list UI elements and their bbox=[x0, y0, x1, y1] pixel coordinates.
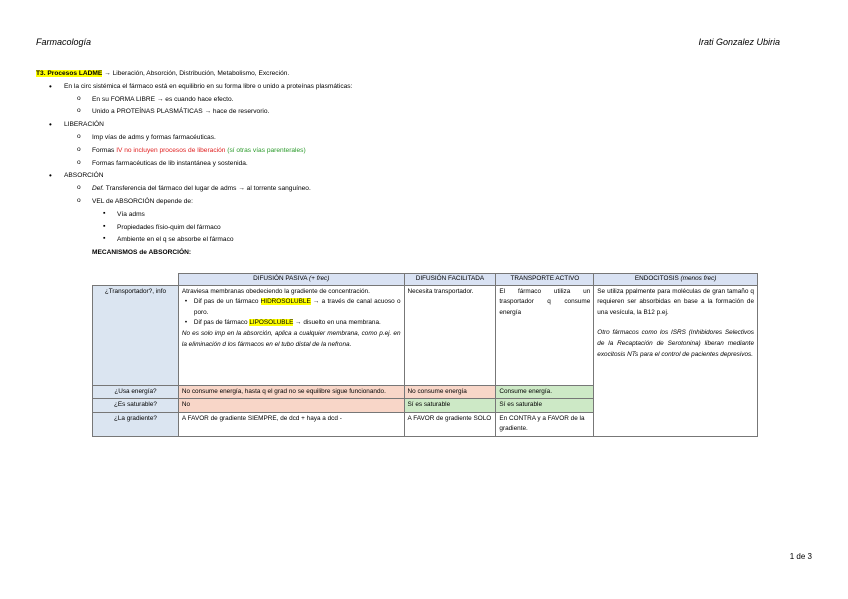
absorption-mechanisms-table bbox=[92, 273, 758, 437]
absorcion-heading: ABSORCIÓN bbox=[64, 172, 104, 180]
header-subject: Farmacología bbox=[36, 37, 92, 47]
list-item: ▪ Vía adms bbox=[92, 209, 766, 222]
iv-note: IV no incluyen procesos de liberación bbox=[116, 146, 226, 154]
parenteral-note: (sí otras vías parenterales) bbox=[225, 146, 306, 154]
mechanisms-title: MECANISMOS de ABSORCIÓN: bbox=[92, 249, 192, 257]
cell-pasiva-gradiente: A FAVOR de gradiente SIEMPRE, de dcd + haya a dcd - bbox=[178, 412, 404, 436]
cell-facilitada-gradiente: A FAVOR de gradiente SOLO bbox=[404, 412, 496, 436]
cell-pasiva-saturable: No bbox=[178, 399, 404, 413]
empty-header bbox=[93, 274, 179, 286]
list-item: o Def. Transferencia del fármaco del lugar de adms → al torrente sanguíneo. bbox=[64, 183, 766, 196]
title-label: T3. Procesos LADME bbox=[36, 70, 103, 77]
header-difusion-pasiva: DIFUSIÓN PASIVA (+ frec) bbox=[178, 274, 404, 286]
list-item: • Dif pas de un fármaco HIDROSOLUBLE → a través de canal acuoso o poro. bbox=[182, 297, 401, 318]
list-item: ▪ Ambiente en el q se absorbe el fármaco bbox=[92, 234, 766, 247]
cell-activo-saturable: Sí es saturable bbox=[496, 399, 594, 413]
header-endocitosis: ENDOCITOSIS (menos frec) bbox=[594, 274, 758, 286]
cell-facilitada-energia: No consume energía bbox=[404, 385, 496, 399]
cell-activo-gradiente: En CONTRA y a FAVOR de la gradiente. bbox=[496, 412, 594, 436]
title-rest: → Liberación, Absorción, Distribución, Metabolismo, Excreción. bbox=[102, 70, 290, 77]
list-item bbox=[36, 170, 766, 247]
list-item: o Formas farmacéuticas de lib instantánea y sostenida. bbox=[64, 158, 766, 171]
main-list bbox=[36, 81, 766, 247]
cell-facilitada-saturable: Sí es saturable bbox=[404, 399, 496, 413]
cell-activo-energia: Consume energía. bbox=[496, 385, 594, 399]
header-transporte-activo: TRANSPORTE ACTIVO bbox=[496, 274, 594, 286]
list-item bbox=[36, 81, 766, 119]
cell-pasiva-info: Atraviesa membranas obedeciendo la gradiente de concentración. • Dif pas de un fármaco HIDROSOLUBLE → a través de canal acuoso o poro. • Dif pas de fármaco LIPOSOLUBLE → disuelto en una membrana. No es solo imp en la absorción, aplica a cualquier membrana, como p.ej. en la eliminación d los fármacos en el tubo distal de la nefrona. bbox=[178, 285, 404, 385]
cell-activo-info: El fármaco utiliza un trasportador q consume energía bbox=[496, 285, 594, 385]
row-header-energia: ¿Usa energía? bbox=[93, 385, 179, 399]
row-header-gradiente: ¿La gradiente? bbox=[93, 412, 179, 436]
row-header-transportador: ¿Transportador?, info bbox=[93, 285, 179, 385]
document-body bbox=[36, 68, 766, 260]
section-title bbox=[36, 68, 766, 81]
cell-facilitada-info: Necesita transportador. bbox=[404, 285, 496, 385]
header-author: Irati Gonzalez Ubiria bbox=[698, 37, 780, 47]
list-item: o VEL de ABSORCIÓN depende de: ▪ Vía adms ▪ Propiedades físio-quim del fármaco ▪ Ambiente en el q se absorbe el fármaco bbox=[64, 196, 766, 247]
row-header-saturable: ¿Es saturable? bbox=[93, 399, 179, 413]
list-item: o Imp vías de adms y formas farmacéuticas. bbox=[64, 132, 766, 145]
list-item: o Unido a PROTEÍNAS PLASMÁTICAS → hace de reservorio. bbox=[64, 106, 766, 119]
header-difusion-facilitada: DIFUSIÓN FACILITADA bbox=[404, 274, 496, 286]
list-item bbox=[36, 119, 766, 170]
liberacion-heading: LIBERACIÓN bbox=[64, 121, 104, 129]
table-row bbox=[93, 285, 758, 385]
circ-text: En la circ sistémica el fármaco está en equilibrio en su forma libre o unido a proteínas plasmáticas: bbox=[64, 82, 353, 90]
list-item: o En su FORMA LIBRE → es cuando hace efecto. bbox=[64, 94, 766, 107]
page-number: 1 de 3 bbox=[789, 552, 812, 561]
list-item: ▪ Propiedades físio-quim del fármaco bbox=[92, 222, 766, 235]
list-item: o Formas IV no incluyen procesos de liberación (sí otras vías parenterales) bbox=[64, 145, 766, 158]
cell-pasiva-energia: No consume energía, hasta q el grad no se equilibre sigue funcionando. bbox=[178, 385, 404, 399]
cell-endocitosis-info: Se utiliza ppalmente para moléculas de gran tamaño q requieren ser absorbidas en base a la formación de una vesícula, la B12 p.ej. Otro fármacos como los ISRS (Inhibidores Selectivos de la Recaptación de Serotonina) liberan mediante exocitosis NTs para el control de pacientes depresivos. bbox=[594, 285, 758, 436]
table-header-row bbox=[93, 274, 758, 286]
list-item: • Dif pas de fármaco LIPOSOLUBLE → disuelto en una membrana. bbox=[182, 318, 401, 329]
